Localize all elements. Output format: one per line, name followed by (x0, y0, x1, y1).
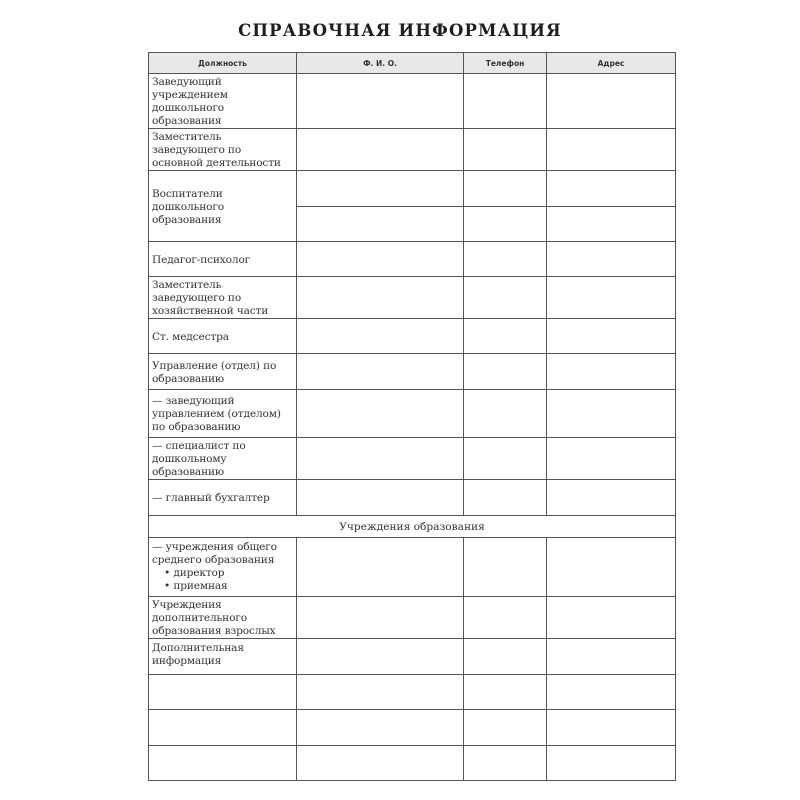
full-name-cell[interactable] (297, 319, 464, 354)
table-row (149, 639, 676, 675)
bullet-director: • директор (164, 567, 225, 579)
address-cell[interactable] (547, 171, 676, 207)
address-cell[interactable] (547, 354, 676, 390)
phone-cell[interactable] (464, 597, 547, 639)
full-name-cell[interactable] (297, 480, 464, 516)
position-cell: Педагог-психолог (149, 242, 297, 277)
phone-cell[interactable] (464, 74, 547, 129)
position-label: — учреждения общего среднего образования (152, 541, 277, 566)
full-name-cell[interactable] (297, 354, 464, 390)
phone-cell[interactable] (464, 319, 547, 354)
table-row (149, 438, 676, 480)
address-cell[interactable] (547, 74, 676, 129)
position-cell: Управление (отдел) по образованию (149, 354, 297, 390)
header-full-name: Ф. И. О. (297, 53, 464, 74)
phone-cell[interactable] (464, 538, 547, 597)
position-cell: Заместитель заведующего по хозяйственной части (149, 277, 297, 319)
section-title: Учреждения образования (149, 516, 676, 538)
phone-cell[interactable] (464, 207, 547, 242)
position-cell: Ст. медсестра (149, 319, 297, 354)
table-row (149, 538, 676, 597)
full-name-cell[interactable] (297, 746, 464, 781)
address-cell[interactable] (547, 242, 676, 277)
address-cell[interactable] (547, 207, 676, 242)
full-name-cell[interactable] (297, 438, 464, 480)
position-cell: Воспитатели дошкольного образования (149, 171, 297, 242)
full-name-cell[interactable] (297, 74, 464, 129)
address-cell[interactable] (547, 538, 676, 597)
address-cell[interactable] (547, 390, 676, 438)
header-row (149, 53, 676, 74)
position-cell: — заведующий управлением (отделом) по образованию (149, 390, 297, 438)
full-name-cell[interactable] (297, 242, 464, 277)
full-name-cell[interactable] (297, 207, 464, 242)
empty-row (149, 746, 676, 781)
full-name-cell[interactable] (297, 171, 464, 207)
position-cell[interactable] (149, 675, 297, 710)
full-name-cell[interactable] (297, 277, 464, 319)
phone-cell[interactable] (464, 129, 547, 171)
address-cell[interactable] (547, 639, 676, 675)
header-position: Должность (149, 53, 297, 74)
full-name-cell[interactable] (297, 710, 464, 746)
table-row (149, 171, 676, 207)
table-row (149, 597, 676, 639)
header-phone: Телефон (464, 53, 547, 74)
position-cell: Дополнительная информация (149, 639, 297, 675)
phone-cell[interactable] (464, 171, 547, 207)
address-cell[interactable] (547, 746, 676, 781)
position-cell: — главный бухгалтер (149, 480, 297, 516)
address-cell[interactable] (547, 319, 676, 354)
table-row (149, 129, 676, 171)
address-cell[interactable] (547, 129, 676, 171)
address-cell[interactable] (547, 710, 676, 746)
table-row (149, 319, 676, 354)
full-name-cell[interactable] (297, 639, 464, 675)
phone-cell[interactable] (464, 480, 547, 516)
phone-cell[interactable] (464, 746, 547, 781)
address-cell[interactable] (547, 480, 676, 516)
table-row (149, 390, 676, 438)
position-cell: Учреждения дополнительного образования взрослых (149, 597, 297, 639)
phone-cell[interactable] (464, 354, 547, 390)
header-address: Адрес (547, 53, 676, 74)
position-cell: Заведующий учреждением дошкольного образования (149, 74, 297, 129)
phone-cell[interactable] (464, 390, 547, 438)
empty-row (149, 710, 676, 746)
reference-table (148, 52, 676, 781)
full-name-cell[interactable] (297, 538, 464, 597)
position-cell[interactable] (149, 710, 297, 746)
phone-cell[interactable] (464, 639, 547, 675)
address-cell[interactable] (547, 675, 676, 710)
empty-row (149, 675, 676, 710)
table-row (149, 277, 676, 319)
address-cell[interactable] (547, 597, 676, 639)
table-row (149, 242, 676, 277)
full-name-cell[interactable] (297, 129, 464, 171)
section-row (149, 516, 676, 538)
full-name-cell[interactable] (297, 390, 464, 438)
address-cell[interactable] (547, 438, 676, 480)
table-row (149, 480, 676, 516)
position-cell (149, 538, 297, 597)
position-cell: Заместитель заведующего по основной деятельности (149, 129, 297, 171)
address-cell[interactable] (547, 277, 676, 319)
phone-cell[interactable] (464, 242, 547, 277)
table-row (149, 354, 676, 390)
table-row (149, 74, 676, 129)
position-cell: — специалист по дошкольному образованию (149, 438, 297, 480)
full-name-cell[interactable] (297, 675, 464, 710)
position-cell[interactable] (149, 746, 297, 781)
bullet-reception: • приемная (164, 580, 228, 592)
phone-cell[interactable] (464, 675, 547, 710)
page-title: СПРАВОЧНАЯ ИНФОРМАЦИЯ (238, 21, 562, 40)
phone-cell[interactable] (464, 277, 547, 319)
full-name-cell[interactable] (297, 597, 464, 639)
phone-cell[interactable] (464, 438, 547, 480)
phone-cell[interactable] (464, 710, 547, 746)
